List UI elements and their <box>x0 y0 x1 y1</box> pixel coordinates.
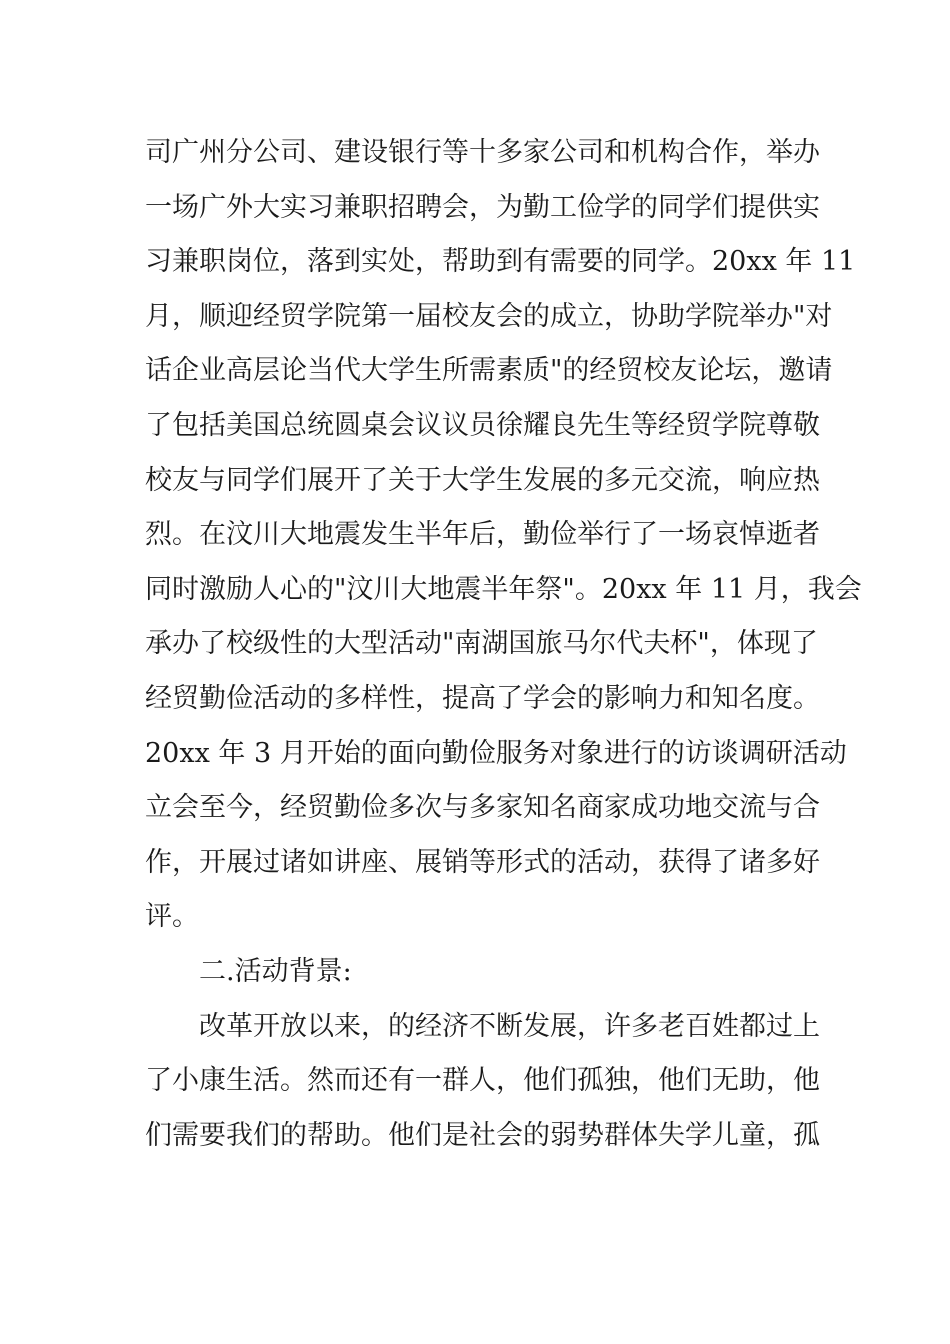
paragraph-1 <box>145 126 862 945</box>
text-line: 话企业高层论当代大学生所需素质"的经贸校友论坛，邀请 <box>145 355 833 387</box>
text-line: 了小康生活。然而还有一群人，他们孤独，他们无助，他 <box>145 1065 820 1097</box>
text-line: 改革开放以来，的经济不断发展，许多老百姓都过上 <box>199 1010 820 1042</box>
paragraph-2 <box>145 1000 825 1164</box>
text-line: 经贸勤俭活动的多样性，提高了学会的影响力和知名度。 <box>145 682 820 714</box>
text-line: 20xx 年 3 月开始的面向勤俭服务对象进行的访谈调研活动 <box>145 737 847 769</box>
text-line: 校友与同学们展开了关于大学生发展的多元交流，响应热 <box>145 464 820 496</box>
text-line: 司广州分公司、建设银行等十多家公司和机构合作，举办 <box>145 137 820 168</box>
document-body <box>145 126 862 1163</box>
text-line: 月，顺迎经贸学院第一届校友会的成立，协助学院举办"对 <box>145 300 833 332</box>
text-line: 烈。在汶川大地震发生半年后，勤俭举行了一场哀悼逝者 <box>145 519 820 551</box>
text-line: 们需要我们的帮助。他们是社会的弱势群体失学儿童，孤 <box>145 1119 820 1151</box>
text-line: 评。 <box>145 901 199 933</box>
text-line: 作，开展过诸如讲座、展销等形式的活动，获得了诸多好 <box>145 846 820 878</box>
text-line: 一场广外大实习兼职招聘会，为勤工俭学的同学们提供实 <box>145 191 820 223</box>
section-heading: 二.活动背景: <box>199 955 352 987</box>
text-line: 了包括美国总统圆桌会议议员徐耀良先生等经贸学院尊敬 <box>145 409 820 441</box>
text-line: 习兼职岗位，落到实处，帮助到有需要的同学。20xx 年 11 <box>145 246 856 278</box>
text-line: 同时激励人心的"汶川大地震半年祭"。20xx 年 11 月，我会 <box>145 573 862 605</box>
text-line: 立会至今，经贸勤俭多次与多家知名商家成功地交流与合 <box>145 792 820 824</box>
text-line: 承办了校级性的大型活动"南湖国旅马尔代夫杯"，体现了 <box>145 628 818 660</box>
